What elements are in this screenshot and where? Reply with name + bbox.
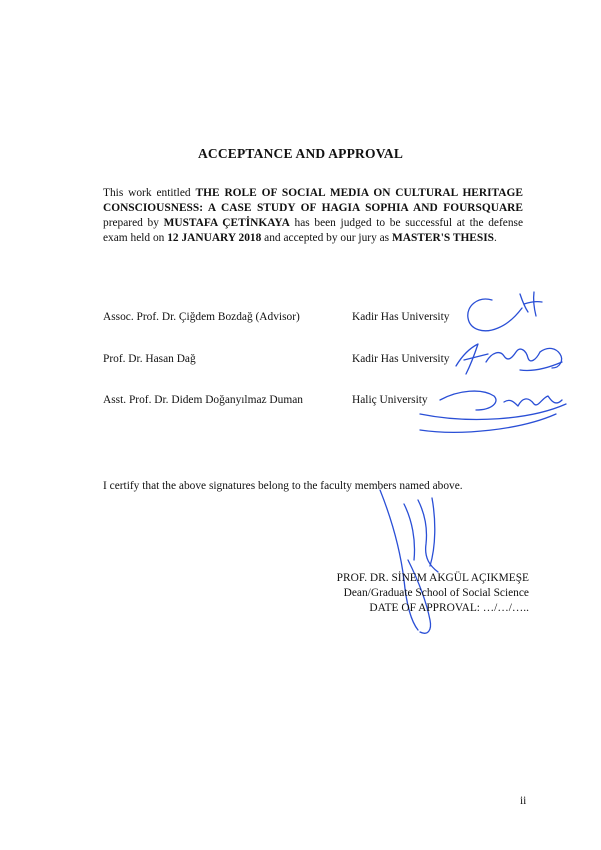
- dean-signature-block: [337, 571, 529, 616]
- approval-paragraph: [103, 186, 523, 246]
- dean-name: PROF. DR. SİNEM AKGÜL AÇIKMEŞE: [336, 572, 529, 584]
- jury-member-institution: Kadir Has University: [352, 353, 450, 365]
- paragraph-text-3: has been judged to be successful at the defense exam held on: [103, 217, 524, 244]
- jury-member-name: Asst. Prof. Dr. Didem Doğanyılmaz Duman: [103, 394, 303, 406]
- paragraph-text-5: .: [494, 232, 497, 244]
- defense-date: 12 JANUARY 2018: [167, 232, 262, 244]
- jury-row-member-3: [103, 394, 543, 410]
- jury-member-institution: Kadir Has University: [352, 311, 450, 323]
- jury-member-institution: Haliç University: [352, 394, 428, 406]
- page-number: ii: [520, 795, 527, 807]
- paragraph-text-2: prepared by: [103, 217, 164, 229]
- jury-row-member-2: [103, 353, 543, 369]
- approval-date: DATE OF APPROVAL: …/…/…..: [369, 602, 529, 614]
- thesis-title: THE ROLE OF SOCIAL MEDIA ON CULTURAL HERITAGE CONSCIOUSNESS: A CASE STUDY OF HAGIA SOPHIA AND FOURSQUARE: [103, 187, 523, 214]
- certification-statement: I certify that the above signatures belong to the faculty members named above.: [103, 480, 463, 492]
- jury-member-name: Assoc. Prof. Dr. Çiğdem Bozdağ (Advisor): [103, 311, 300, 323]
- paragraph-text-4: and accepted by our jury as: [261, 232, 392, 244]
- author-name: MUSTAFA ÇETİNKAYA: [163, 217, 290, 229]
- jury-member-name: Prof. Dr. Hasan Dağ: [103, 353, 196, 365]
- dean-title: Dean/Graduate School of Social Science: [343, 587, 529, 599]
- page-title: ACCEPTANCE AND APPROVAL: [197, 146, 404, 161]
- paragraph-text-1: This work entitled: [103, 187, 196, 199]
- degree-type: MASTER'S THESIS: [391, 232, 495, 244]
- jury-row-advisor: [103, 311, 543, 327]
